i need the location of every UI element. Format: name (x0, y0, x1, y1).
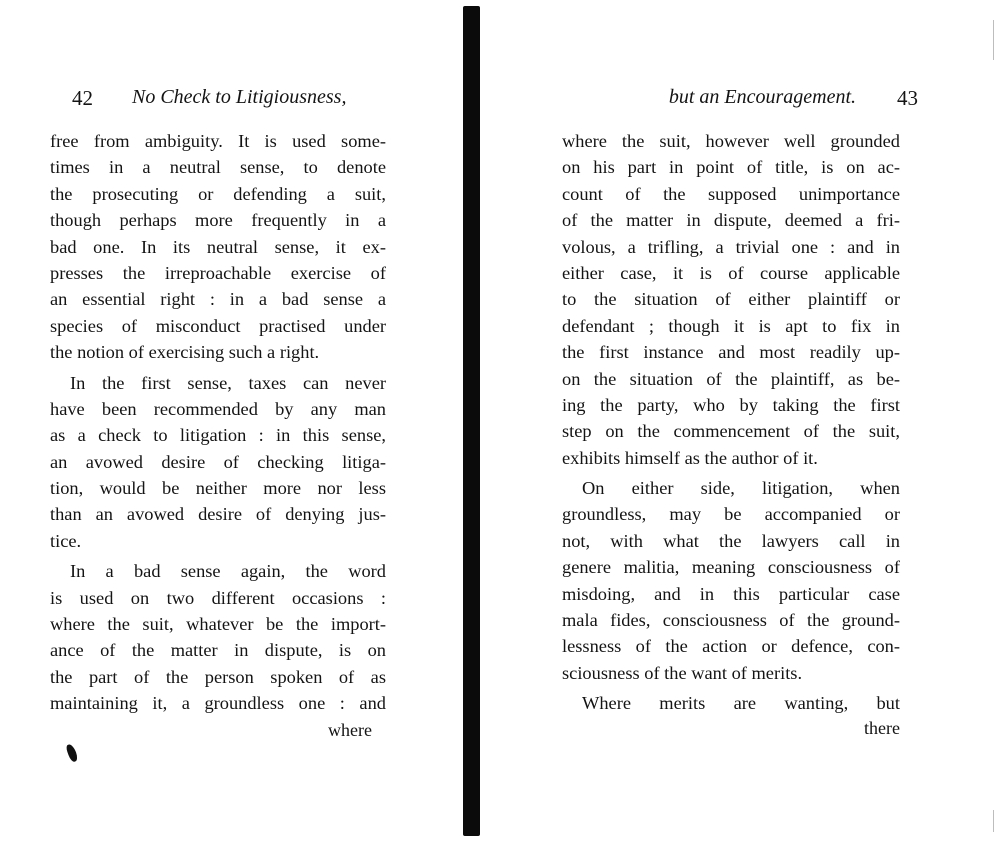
text-line: times in a neutral sense, to denote (50, 157, 386, 178)
text-line: mala fides, consciousness of the ground- (562, 610, 900, 631)
text-line: bad one. In its neutral sense, it ex- (50, 236, 386, 257)
text-line: exhibits himself as the author of it. (562, 447, 818, 468)
right-page-text (562, 128, 900, 717)
text-line: of the matter in dispute, deemed a fri- (562, 210, 900, 231)
text-line: as a check to litigation : in this sense, (50, 425, 386, 446)
text-line: ing the party, who by taking the first (562, 394, 900, 415)
left-page (50, 0, 386, 842)
text-line: have been recommended by any man (50, 398, 386, 419)
text-line: maintaining it, a groundless one : and (50, 693, 386, 714)
text-line: On either side, litigation, when (582, 478, 900, 499)
text-line: volous, a trifling, a trivial one : and in (562, 236, 900, 257)
text-line: the notion of exercising such a right. (50, 342, 320, 363)
text-line: In a bad sense again, the word (70, 561, 386, 582)
catchword: where (328, 720, 372, 740)
right-page (562, 0, 918, 842)
text-line: is used on two different occasions : (50, 587, 386, 608)
text-line: ance of the matter in dispute, is on (50, 640, 386, 661)
text-line: the part of the person spoken of as (50, 666, 386, 687)
text-line: free from ambiguity. It is used some- (50, 131, 386, 151)
text-line: to the situation of either plaintiff or (562, 289, 900, 310)
text-line: where the suit, however well grounded (562, 131, 900, 151)
text-line: presses the irreproachable exercise of (50, 262, 386, 283)
text-line: step on the commencement of the suit, (562, 421, 900, 442)
text-line: misdoing, and in this particular case (562, 583, 900, 604)
text-line: on his part in point of title, is on ac- (562, 157, 900, 178)
left-page-text (50, 128, 386, 717)
page-number: 42 (72, 86, 93, 110)
text-line: tice. (50, 530, 82, 551)
book-gutter (463, 6, 480, 836)
right-page-header (562, 84, 918, 118)
text-line: In the first sense, taxes can never (70, 372, 386, 393)
text-line: lessness of the action or defence, con- (562, 636, 900, 657)
text-line: an avowed desire of checking litiga- (50, 451, 386, 472)
catchword: there (864, 718, 900, 738)
running-title: No Check to Litigiousness, (132, 86, 347, 108)
running-title: but an Encouragement. (668, 86, 856, 108)
text-line: Where merits are wanting, but (582, 693, 900, 714)
text-line: than an avowed desire of denying jus- (50, 504, 386, 525)
text-line: groundless, may be accompanied or (562, 504, 900, 525)
text-line: the first instance and most readily up- (562, 342, 900, 363)
text-line: count of the supposed unimportance (562, 183, 900, 204)
text-line: defendant ; though it is apt to fix in (562, 315, 900, 336)
text-line: the prosecuting or defending a suit, (50, 183, 386, 204)
margin-mark (993, 20, 994, 60)
text-line: tion, would be neither more nor less (50, 478, 386, 499)
text-line: species of misconduct practised under (50, 315, 386, 336)
text-line: not, with what the lawyers call in (562, 530, 900, 551)
text-line: sciousness of the want of merits. (562, 662, 803, 683)
text-line: on the situation of the plaintiff, as be- (562, 368, 900, 389)
left-page-header (50, 84, 386, 118)
margin-mark (993, 810, 994, 832)
text-line: where the suit, whatever be the import- (50, 614, 386, 635)
text-line: genere malitia, meaning consciousness of (562, 557, 900, 578)
text-line: either case, it is of course applicable (562, 262, 900, 283)
page-number: 43 (897, 86, 918, 110)
text-line: an essential right : in a bad sense a (50, 289, 386, 310)
text-line: though perhaps more frequently in a (50, 210, 386, 231)
